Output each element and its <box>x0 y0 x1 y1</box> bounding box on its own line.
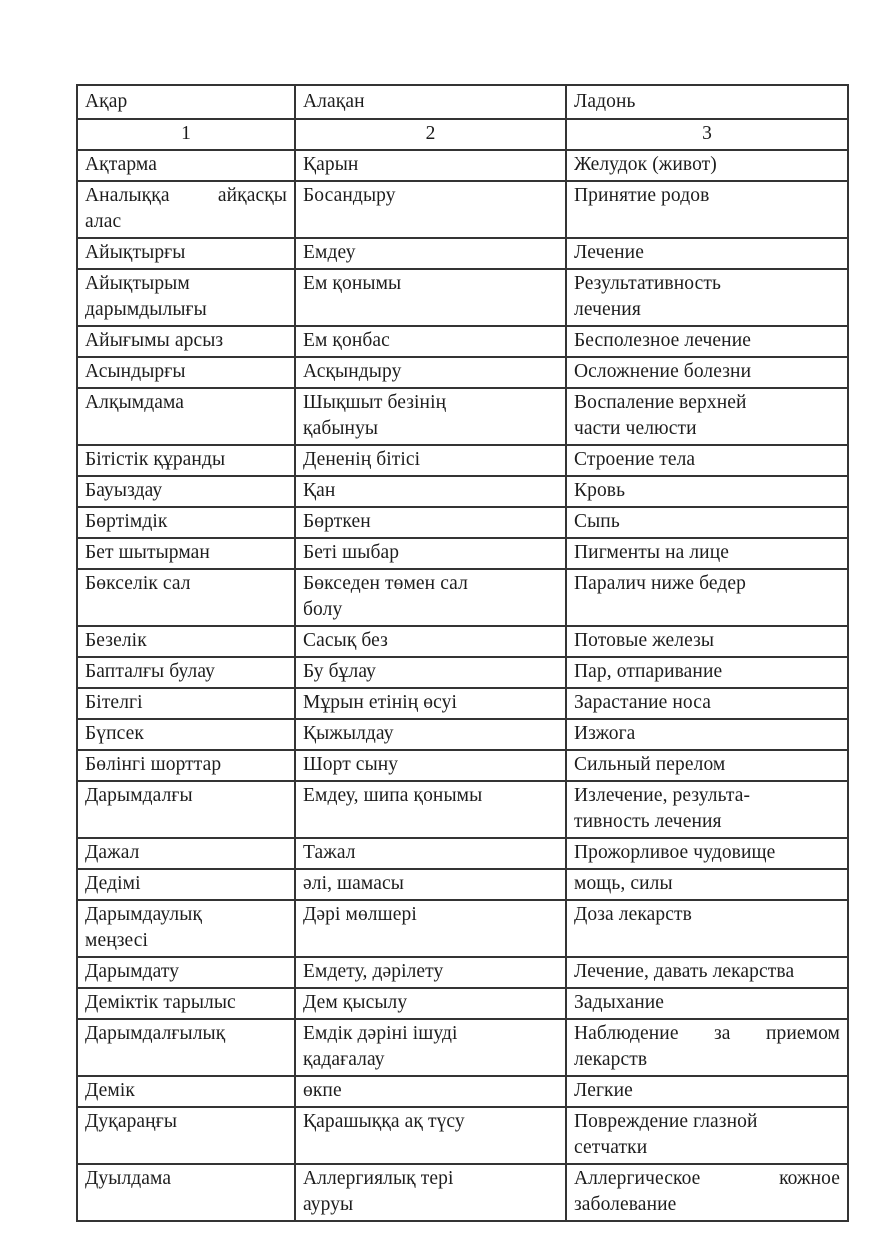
cell-line: Изжога <box>574 723 636 744</box>
table-cell <box>566 719 848 750</box>
table-cell <box>77 476 295 507</box>
table-cell <box>566 750 848 781</box>
table-row <box>77 957 848 988</box>
table-cell <box>566 181 848 238</box>
cell-line: Бөлінгі шорттар <box>85 754 222 775</box>
table-row <box>77 900 848 957</box>
table-row <box>77 869 848 900</box>
table-cell <box>566 238 848 269</box>
table-cell <box>295 719 566 750</box>
table-cell <box>295 1019 566 1076</box>
cell-line: Потовые железы <box>574 630 715 651</box>
table-row <box>77 569 848 626</box>
cell-line: лечения <box>574 299 641 320</box>
header-cell-kazakh-term: Ақар <box>77 85 295 119</box>
cell-line: Қан <box>303 480 336 501</box>
table-cell <box>566 569 848 626</box>
column-number-cell: 3 <box>566 119 848 150</box>
header-cell-kazakh-meaning: Алақан <box>295 85 566 119</box>
table-row <box>77 476 848 507</box>
table-row <box>77 150 848 181</box>
cell-line: ауруы <box>303 1194 354 1215</box>
table-cell <box>77 900 295 957</box>
table-row <box>77 719 848 750</box>
cell-line: Деміктік тарылыс <box>85 992 236 1013</box>
cell-line: Емдеу, шипа қонымы <box>303 785 483 806</box>
cell-line: Дененің бітісі <box>303 449 421 470</box>
table-row <box>77 838 848 869</box>
table-row <box>77 750 848 781</box>
table-row <box>77 326 848 357</box>
cell-line: Беті шыбар <box>303 542 400 563</box>
table-cell <box>295 445 566 476</box>
cell-line: Ақтарма <box>85 154 157 175</box>
table-cell <box>77 1164 295 1221</box>
table-cell <box>566 357 848 388</box>
table-cell <box>566 538 848 569</box>
table-cell <box>295 688 566 719</box>
cell-line: Бөкседен төмен сал <box>303 573 468 594</box>
cell-line: Дарымдалғылық <box>85 1023 226 1044</box>
table-cell <box>77 957 295 988</box>
cell-line: Бітелгі <box>85 692 143 713</box>
table-header-row <box>77 85 848 119</box>
cell-line: Повреждение глазной <box>574 1111 758 1132</box>
cell-line: Шорт сыну <box>303 754 399 775</box>
table-cell <box>77 538 295 569</box>
table-row <box>77 657 848 688</box>
cell-line: части челюсти <box>574 418 697 439</box>
table-cell <box>295 1107 566 1164</box>
cell-line: Дуылдама <box>85 1168 172 1189</box>
cell-line: Ем қонымы <box>303 273 402 294</box>
table-row <box>77 1019 848 1076</box>
cell-line: Бітістік құранды <box>85 449 226 470</box>
cell-line: Сильный перелом <box>574 754 726 775</box>
table-cell <box>566 1164 848 1221</box>
table-cell <box>566 326 848 357</box>
cell-line: Дарымдату <box>85 961 180 982</box>
cell-line: Аллергическое кожное <box>574 1168 840 1189</box>
table-row <box>77 269 848 326</box>
cell-line: Результативность <box>574 273 721 294</box>
cell-line: Айықтырым <box>85 273 190 294</box>
table-cell <box>77 1076 295 1107</box>
table-cell <box>295 988 566 1019</box>
cell-line: Бүпсек <box>85 723 145 744</box>
table-row <box>77 626 848 657</box>
table-cell <box>77 869 295 900</box>
table-cell <box>566 657 848 688</box>
cell-line: мощь, силы <box>574 873 673 894</box>
table-cell <box>295 181 566 238</box>
table-cell <box>77 838 295 869</box>
table-cell <box>77 269 295 326</box>
table-cell <box>77 388 295 445</box>
table-cell <box>295 538 566 569</box>
header-cell-russian-translation: Ладонь <box>566 85 848 119</box>
table-cell <box>566 476 848 507</box>
cell-line: Бөртімдік <box>85 511 168 532</box>
table-cell <box>295 1164 566 1221</box>
cell-line: Зарастание носа <box>574 692 712 713</box>
cell-line: Паралич ниже бедер <box>574 573 746 594</box>
table-cell <box>77 688 295 719</box>
cell-line: Емдету, дәрілету <box>303 961 444 982</box>
table-row <box>77 1107 848 1164</box>
cell-line: Қарашыққа ақ түсу <box>303 1111 465 1132</box>
cell-line: Дарымдалғы <box>85 785 193 806</box>
table-cell <box>295 781 566 838</box>
table-cell <box>77 150 295 181</box>
table-cell <box>566 900 848 957</box>
column-number-cell: 1 <box>77 119 295 150</box>
table-cell <box>566 688 848 719</box>
table-row <box>77 507 848 538</box>
cell-line: меңзесі <box>85 930 149 951</box>
cell-line: сетчатки <box>574 1137 648 1158</box>
table-cell <box>295 900 566 957</box>
table-cell <box>77 781 295 838</box>
table-cell <box>566 1107 848 1164</box>
cell-line: Бет шытырман <box>85 542 210 563</box>
cell-line: Емдеу <box>303 242 356 263</box>
table-cell <box>77 445 295 476</box>
cell-line: Бөрткен <box>303 511 371 532</box>
cell-line: тивность лечения <box>574 811 722 832</box>
table-cell <box>295 476 566 507</box>
cell-line: Пигменты на лице <box>574 542 730 563</box>
cell-line: Воспаление верхней <box>574 392 747 413</box>
cell-line: Дедімі <box>85 873 141 894</box>
table-cell <box>295 388 566 445</box>
table-cell <box>77 719 295 750</box>
cell-line: өкпе <box>303 1080 342 1101</box>
cell-line: Демік <box>85 1080 135 1101</box>
cell-line: Бөкселік сал <box>85 573 191 594</box>
cell-line: Безелік <box>85 630 147 651</box>
cell-line: Дәрі мөлшері <box>303 904 417 925</box>
cell-line: Аллергиялық тері <box>303 1168 454 1189</box>
table-cell <box>295 750 566 781</box>
cell-line: Бауыздау <box>85 480 163 501</box>
cell-line: Бапталғы булау <box>85 661 215 682</box>
cell-line: Наблюдение за приемом <box>574 1023 840 1044</box>
cell-line: Аналыққа айқасқы <box>85 185 287 206</box>
table-cell <box>77 569 295 626</box>
table-cell <box>295 507 566 538</box>
table-cell <box>295 238 566 269</box>
table-cell <box>295 150 566 181</box>
cell-line: Босандыру <box>303 185 396 206</box>
cell-line: заболевание <box>574 1194 677 1215</box>
cell-line: Лечение <box>574 242 644 263</box>
cell-line: Желудок (живот) <box>574 154 717 175</box>
table-cell <box>77 357 295 388</box>
table-cell <box>566 957 848 988</box>
table-cell <box>77 1107 295 1164</box>
table-cell <box>77 238 295 269</box>
cell-line: Легкие <box>574 1080 633 1101</box>
cell-line: қадағалау <box>303 1049 385 1070</box>
cell-line: Емдік дәріні ішуді <box>303 1023 458 1044</box>
table-row <box>77 688 848 719</box>
column-number-row <box>77 119 848 150</box>
cell-line: Бу бұлау <box>303 661 376 682</box>
table-cell <box>566 507 848 538</box>
cell-line: Дарымдаулық <box>85 904 203 925</box>
cell-line: Задыхание <box>574 992 665 1013</box>
table-row <box>77 181 848 238</box>
cell-line: Строение тела <box>574 449 696 470</box>
table-row <box>77 445 848 476</box>
cell-line: Мұрын етінің өсуі <box>303 692 458 713</box>
cell-line: Сыпь <box>574 511 620 532</box>
table-row <box>77 238 848 269</box>
table-cell <box>566 150 848 181</box>
cell-line: Сасық без <box>303 630 388 651</box>
table-cell <box>295 269 566 326</box>
cell-line: Излечение, результа- <box>574 785 751 806</box>
table-row <box>77 357 848 388</box>
table-cell <box>295 326 566 357</box>
table-cell <box>77 181 295 238</box>
table-cell <box>77 326 295 357</box>
cell-line: Дем қысылу <box>303 992 408 1013</box>
cell-line: Асқындыру <box>303 361 402 382</box>
cell-line: қабынуы <box>303 418 379 439</box>
table-cell <box>295 626 566 657</box>
table-cell <box>77 657 295 688</box>
cell-line: Қыжылдау <box>303 723 394 744</box>
table-cell <box>77 507 295 538</box>
table-cell <box>295 869 566 900</box>
cell-line: алас <box>85 211 122 232</box>
table-cell <box>77 988 295 1019</box>
column-number-cell: 2 <box>295 119 566 150</box>
table-cell <box>77 750 295 781</box>
table-cell <box>77 626 295 657</box>
dictionary-table <box>76 84 849 1222</box>
table-cell <box>566 781 848 838</box>
cell-line: болу <box>303 599 343 620</box>
cell-line: Принятие родов <box>574 185 710 206</box>
table-cell <box>295 838 566 869</box>
cell-line: Алқымдама <box>85 392 185 413</box>
cell-line: Дажал <box>85 842 140 863</box>
cell-line: лекарств <box>574 1049 648 1070</box>
table-cell <box>295 357 566 388</box>
cell-line: Осложнение болезни <box>574 361 752 382</box>
cell-line: әлі, шамасы <box>303 873 404 894</box>
table-cell <box>566 988 848 1019</box>
table-row <box>77 1164 848 1221</box>
cell-line: Прожорливое чудовище <box>574 842 776 863</box>
cell-line: Доза лекарств <box>574 904 692 925</box>
cell-line: Шықшыт безінің <box>303 392 447 413</box>
cell-line: Дуқараңғы <box>85 1111 178 1132</box>
cell-line: дарымдылығы <box>85 299 207 320</box>
table-cell <box>77 1019 295 1076</box>
table-cell <box>566 445 848 476</box>
table-row <box>77 988 848 1019</box>
table-cell <box>566 1019 848 1076</box>
cell-line: Тажал <box>303 842 356 863</box>
table-cell <box>295 1076 566 1107</box>
cell-line: Ем қонбас <box>303 330 390 351</box>
cell-line: Айығымы арсыз <box>85 330 224 351</box>
table-cell <box>295 569 566 626</box>
cell-line: Лечение, давать лекарства <box>574 961 795 982</box>
cell-line: Пар, отпаривание <box>574 661 723 682</box>
table-cell <box>566 1076 848 1107</box>
table-cell <box>566 626 848 657</box>
table-cell <box>566 838 848 869</box>
cell-line: Қарын <box>303 154 359 175</box>
table-row <box>77 781 848 838</box>
table-cell <box>295 957 566 988</box>
table-row <box>77 388 848 445</box>
table-cell <box>295 657 566 688</box>
table-cell <box>566 269 848 326</box>
table-row <box>77 1076 848 1107</box>
cell-line: Асындырғы <box>85 361 186 382</box>
cell-line: Айықтырғы <box>85 242 186 263</box>
table-row <box>77 538 848 569</box>
table-cell <box>566 388 848 445</box>
table-cell <box>566 869 848 900</box>
cell-line: Бесполезное лечение <box>574 330 751 351</box>
cell-line: Кровь <box>574 480 626 501</box>
